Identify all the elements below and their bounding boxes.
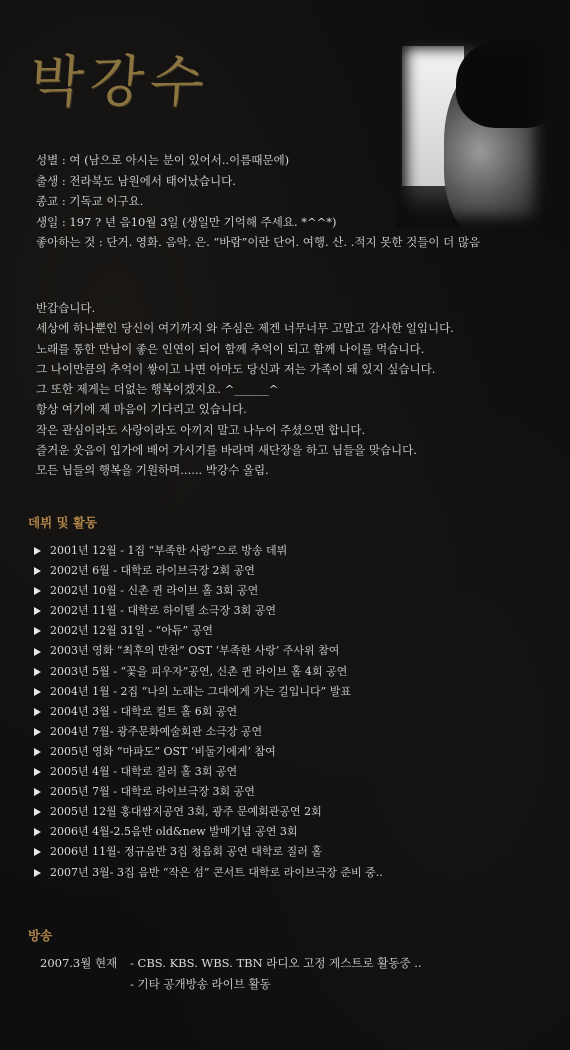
list-item: 2002년 6월 - 대학로 라이브극장 2회 공연 — [34, 561, 383, 581]
profile-birthplace: 출생 : 전라북도 남원에서 태어났습니다. — [36, 173, 236, 188]
profile-birthday: 생일 : 197 ? 년 음10월 3일 (생일만 기억해 주세요. *^^*) — [36, 214, 337, 229]
triangle-bullet-icon — [34, 587, 41, 595]
name-title: 박강수 — [27, 50, 213, 115]
activities-heading: 데뷔 및 활동 — [28, 515, 98, 530]
triangle-bullet-icon — [34, 869, 41, 877]
broadcast-spacer — [40, 974, 130, 995]
triangle-bullet-icon — [34, 848, 41, 856]
greeting-line: 항상 여기에 제 마음이 기다리고 있습니다. — [36, 402, 247, 417]
greeting-line: 모든 님들의 행복을 기원하며...... 박강수 올림. — [36, 463, 269, 478]
greeting-line: 반갑습니다. — [36, 301, 96, 315]
triangle-bullet-icon — [34, 567, 41, 575]
greeting-message — [36, 298, 454, 481]
triangle-bullet-icon — [34, 547, 41, 555]
list-item: 2006년 4월-2.5음반 old&new 발매기념 공연 3회 — [34, 822, 383, 842]
greeting-line: 작은 관심이라도 사랑이라도 아끼지 말고 나누어 주셨으면 합니다. — [36, 422, 366, 437]
list-item: 2005년 12월 홍대쌈지공연 3회, 광주 문예회관공연 2회 — [34, 802, 383, 822]
profile-religion: 종교 : 기독교 이구요. — [36, 194, 144, 208]
triangle-bullet-icon — [34, 607, 41, 615]
list-item: 2007년 3월- 3집 음반 “작은 섬” 콘서트 대학로 라이브극장 준비 중.. — [34, 863, 383, 883]
list-item: 2004년 3월 - 대학로 컬트 홀 6회 공연 — [34, 702, 383, 722]
triangle-bullet-icon — [34, 748, 41, 756]
greeting-line: 그 또한 제게는 더없는 행복이겠지요. ^______^ — [36, 382, 279, 397]
list-item: 2003년 영화 “최후의 만찬” OST ‘부족한 사랑’ 주사위 참여 — [34, 641, 383, 661]
profile-info — [36, 150, 480, 253]
activities-list — [34, 541, 383, 883]
list-item: 2005년 4월 - 대학로 질러 홀 3회 공연 — [34, 762, 383, 782]
broadcast-info — [40, 953, 422, 995]
triangle-bullet-icon — [34, 688, 41, 696]
list-item: 2002년 12월 31일 - “아듀” 공연 — [34, 621, 383, 641]
list-item: 2005년 영화 “마파도” OST ‘비둘기에게’ 참여 — [34, 742, 383, 762]
list-item: 2004년 1월 - 2집 “나의 노래는 그대에게 가는 길입니다” 발표 — [34, 682, 383, 702]
triangle-bullet-icon — [34, 648, 41, 656]
triangle-bullet-icon — [34, 708, 41, 716]
list-item: 2005년 7월 - 대학로 라이브극장 3회 공연 — [34, 782, 383, 802]
list-item: 2001년 12월 - 1집 “부족한 사랑”으로 방송 데뷔 — [34, 541, 383, 561]
greeting-line: 그 나이만큼의 추억이 쌓이고 나면 아마도 당신과 저는 가족이 돼 있지 싶습니다. — [36, 361, 436, 376]
triangle-bullet-icon — [34, 768, 41, 776]
greeting-line: 노래를 통한 만남이 좋은 인연이 되어 함께 추억이 되고 함께 나이를 먹습니다. — [36, 341, 425, 356]
broadcast-line: - 기타 공개방송 라이브 활동 — [130, 977, 271, 991]
broadcast-heading: 방송 — [28, 928, 53, 943]
triangle-bullet-icon — [34, 627, 41, 635]
greeting-line: 즐거운 웃음이 입가에 배어 가시기를 바라며 새단장을 하고 님들을 맞습니다. — [36, 443, 417, 458]
list-item: 2002년 10월 - 신촌 퀸 라이브 홀 3회 공연 — [34, 581, 383, 601]
greeting-line: 세상에 하나뿐인 당신이 여기까지 와 주심은 제겐 너무너무 고맙고 감사한 일입니다. — [36, 321, 454, 336]
triangle-bullet-icon — [34, 788, 41, 796]
list-item: 2006년 11월- 정규음반 3집 청음회 공연 대학로 질러 홀 — [34, 842, 383, 862]
broadcast-line: - CBS. KBS. WBS. TBN 라디오 고정 게스트로 활동중 .. — [130, 956, 422, 970]
profile-likes: 좋아하는 것 : 단거. 영화. 음악. 은. “바람”이란 단어. 여행. 산. .적지 못한 것들이 더 많음 — [36, 235, 481, 249]
triangle-bullet-icon — [34, 808, 41, 816]
profile-gender: 성별 : 여 (남으로 아시는 분이 있어서..이름때문에) — [36, 153, 290, 167]
list-item: 2004년 7월- 광주문화예술회관 소극장 공연 — [34, 722, 383, 742]
list-item: 2003년 5월 - “꽃을 피우자”공연, 신촌 퀸 라이브 홀 4회 공연 — [34, 662, 383, 682]
broadcast-date: 2007.3월 현재 — [40, 956, 118, 970]
list-item: 2002년 11월 - 대학로 하이텔 소극장 3회 공연 — [34, 601, 383, 621]
triangle-bullet-icon — [34, 828, 41, 836]
triangle-bullet-icon — [34, 728, 41, 736]
triangle-bullet-icon — [34, 668, 41, 676]
